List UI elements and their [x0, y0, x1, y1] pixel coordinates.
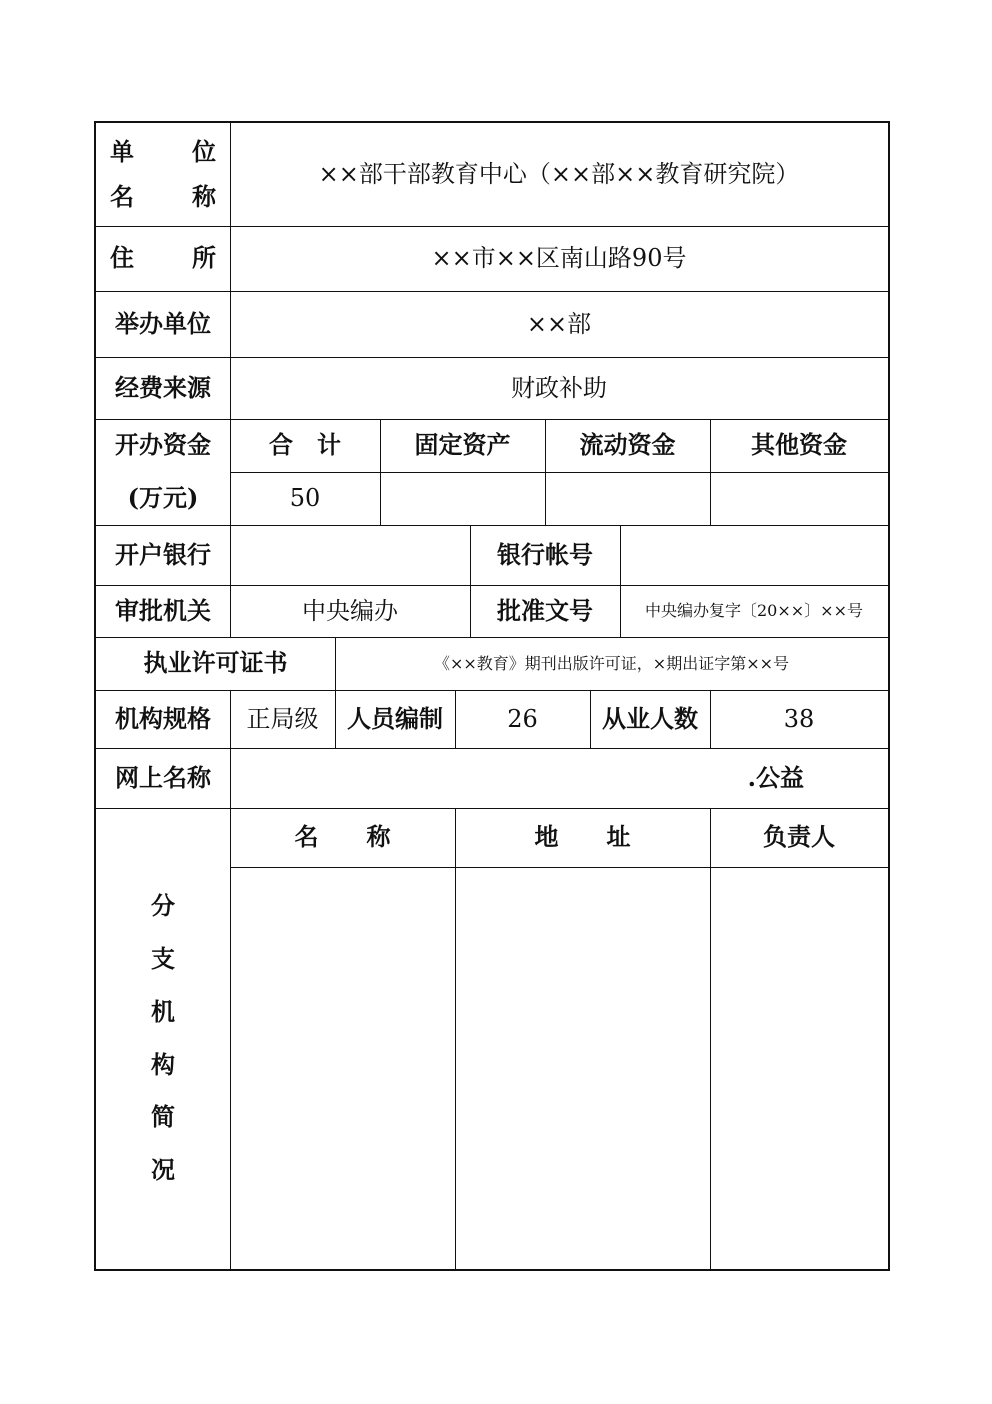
unit-name-value: ××部干部教育中心（××部××教育研究院） — [318, 160, 800, 189]
approval-doc-value: 中央编办复字〔20××〕××号 — [645, 601, 863, 621]
license-label: 执业许可证书 — [143, 648, 288, 678]
capital-other-header: 其他资金 — [751, 430, 847, 460]
employees-label: 从业人数 — [602, 703, 698, 733]
bank-value — [230, 525, 470, 585]
address-value: ××市××区南山路90号 — [431, 244, 687, 273]
bank-account-label: 银行帐号 — [497, 539, 593, 569]
staff-quota-value: 26 — [507, 704, 538, 733]
branch-address-header: 地 址 — [534, 822, 631, 852]
staff-quota-label: 人员编制 — [347, 703, 443, 733]
bank-account-value — [620, 525, 888, 585]
registration-form — [94, 121, 890, 1271]
approval-label: 审批机关 — [115, 595, 211, 625]
capital-other-value — [710, 472, 888, 525]
funding-source-value: 财政补助 — [511, 373, 607, 402]
branch-person-cell — [710, 867, 888, 1269]
capital-total-header: 合 计 — [269, 430, 341, 460]
branches-label: 分 支 机 构 简 况 — [151, 891, 175, 1185]
capital-current-header: 流动资金 — [579, 430, 676, 460]
online-name-value: .公益 — [747, 762, 804, 792]
branch-person-header: 负责人 — [763, 822, 835, 852]
sponsor-label: 举办单位 — [115, 308, 211, 338]
address-label: 住 所 — [110, 243, 216, 273]
online-name-label: 网上名称 — [115, 762, 211, 792]
approval-doc-label: 批准文号 — [497, 595, 593, 625]
capital-total-value: 50 — [289, 484, 321, 513]
unit-name-label: 单 位 名 称 — [110, 136, 216, 211]
bank-label: 开户银行 — [115, 539, 211, 569]
branch-name-header: 名 称 — [294, 822, 391, 852]
employees-value: 38 — [783, 704, 815, 733]
org-level-label: 机构规格 — [115, 703, 211, 733]
sponsor-value: ××部 — [526, 309, 592, 338]
funding-source-label: 经费来源 — [115, 372, 211, 402]
branch-address-cell — [455, 867, 710, 1269]
license-value: 《××教育》期刊出版许可证，×期出证字第××号 — [433, 653, 790, 673]
capital-unit-label: (万元) — [127, 483, 199, 513]
approval-value: 中央编办 — [302, 596, 398, 625]
capital-fixed-value — [380, 472, 545, 525]
branch-name-cell — [230, 867, 455, 1269]
capital-current-value — [545, 472, 710, 525]
capital-fixed-header: 固定资产 — [414, 430, 511, 460]
capital-label: 开办资金 — [115, 430, 211, 460]
org-level-value: 正局级 — [246, 704, 319, 733]
